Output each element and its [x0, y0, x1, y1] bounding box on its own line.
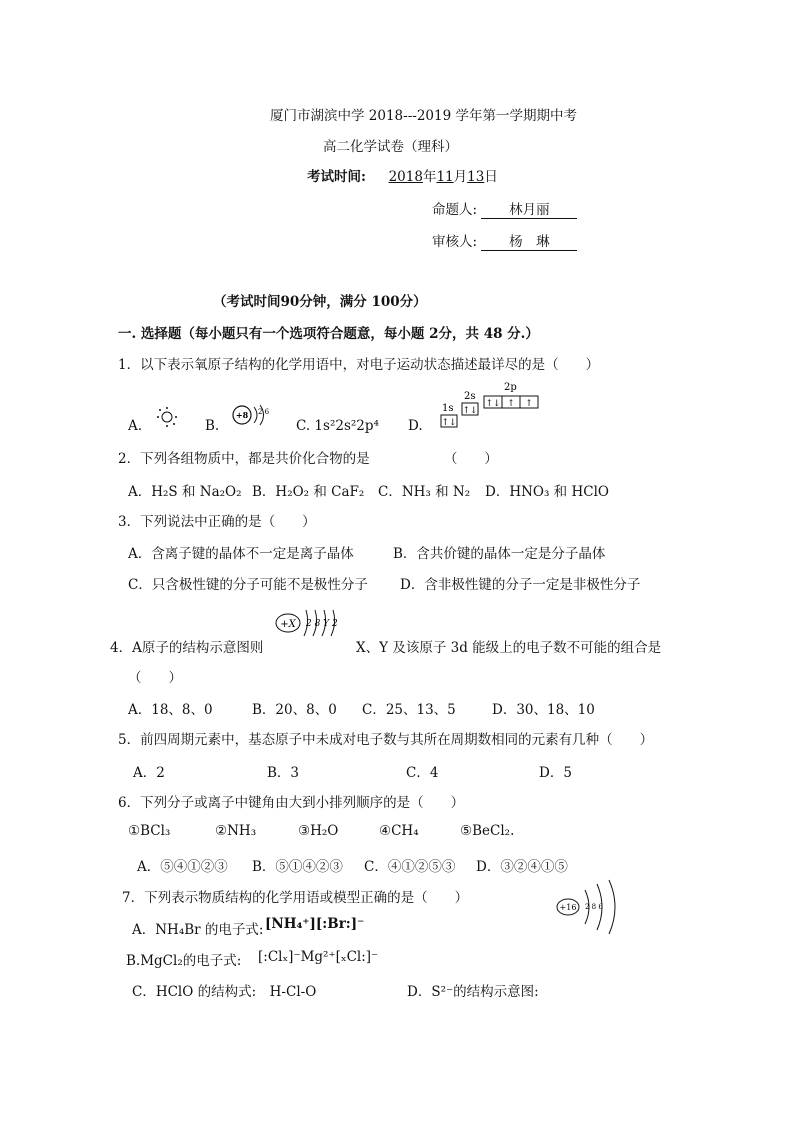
- reviewer-name: 杨 琳: [481, 230, 577, 251]
- q1-fig-a-dot-diagram: [155, 406, 179, 428]
- date-day: 13: [467, 169, 485, 185]
- school-line: 厦门市湖滨中学 2018---2019 学年第一学期期中考: [270, 108, 577, 124]
- svg-text:2 8 6: 2 8 6: [585, 903, 603, 911]
- q7-option-b-formula: [:Clₓ]⁻Mg²⁺[ₓCl:]⁻: [258, 949, 379, 965]
- q5-option-d: D．5: [539, 765, 572, 781]
- q7-stem: 7．下列表示物质结构的化学用语或模型正确的是（ ）: [122, 890, 469, 906]
- q1-fig-b-atom-diagram: [230, 402, 274, 428]
- q2-option-b: B．H₂O₂ 和 CaF₂: [252, 484, 365, 500]
- q5-option-b: B．3: [267, 765, 300, 781]
- q6-item-4: ④CH₄: [379, 823, 419, 839]
- svg-text:1s: 1s: [442, 403, 454, 414]
- q1-option-b: B.: [205, 418, 220, 434]
- q6-item-1: ①BCl₃: [128, 823, 171, 839]
- exam-info: （考试时间90分钟，满分 100分）: [213, 294, 427, 310]
- exam-date: [307, 165, 498, 185]
- svg-text:↑↓: ↑↓: [441, 418, 457, 428]
- q3-option-d: D．含非极性键的分子一定是非极性分子: [400, 577, 641, 593]
- svg-text:↑↓: ↑↓: [485, 399, 501, 409]
- q6-item-3: ③H₂O: [298, 823, 339, 839]
- q1-stem: 1．以下表示氧原子结构的化学用语中，对电子运动状态描述最详尽的是（ ）: [118, 357, 600, 373]
- q1-option-a: A.: [128, 418, 143, 434]
- date-day-suffix: 日: [484, 169, 498, 185]
- reviewer-label: 审核人:: [432, 234, 478, 250]
- q7-option-c: C．HClO 的结构式: H-Cl-O: [132, 984, 317, 1000]
- svg-text:↑: ↑: [525, 399, 533, 409]
- reviewer-line: [432, 230, 577, 251]
- q7-option-b-label: B.MgCl₂的电子式:: [126, 953, 242, 969]
- q4-stem-prefix: 4．A原子的结构示意图则: [110, 640, 264, 656]
- svg-text:↑: ↑: [507, 399, 515, 409]
- svg-text:+8: +8: [235, 410, 249, 420]
- q2-option-d: D．HNO₃ 和 HClO: [485, 484, 609, 500]
- q1-fig-d-orbital-diagram: [438, 380, 542, 430]
- svg-text:2 6: 2 6: [258, 408, 270, 416]
- q5-option-c: C．4: [406, 765, 439, 781]
- q6-stem: 6．下列分子或离子中键角由大到小排列顺序的是（ ）: [118, 795, 465, 811]
- q2-option-a: A．H₂S 和 Na₂O₂: [128, 484, 242, 500]
- q7-option-d: D．S²⁻的结构示意图:: [407, 984, 539, 1000]
- q7-option-a-label: A．NH₄Br 的电子式:: [132, 922, 264, 938]
- q4-option-a: A．18、8、0: [128, 702, 213, 718]
- q6-option-a: A．⑤④①②③: [137, 859, 228, 875]
- svg-text:+X: +X: [280, 619, 296, 630]
- section-title: 一. 选择题（每小题只有一个选项符合题意，每小题 2分，共 48 分.）: [118, 326, 539, 342]
- svg-text:↑↓: ↑↓: [462, 406, 478, 416]
- q6-item-2: ②NH₃: [215, 823, 257, 839]
- q2-option-c: C．NH₃ 和 N₂: [378, 484, 471, 500]
- author-name: 林月丽: [481, 198, 577, 219]
- q4-fig-atom-diagram: [274, 606, 350, 640]
- svg-text:2p: 2p: [504, 382, 517, 393]
- q3-option-a: A．含离子键的晶体不一定是离子晶体: [128, 546, 354, 562]
- q2-stem: 2．下列各组物质中，都是共价化合物的是 （ ）: [118, 451, 498, 467]
- paper-title: 高二化学试卷（理科）: [323, 139, 458, 155]
- q5-option-a: A．2: [133, 765, 165, 781]
- q6-option-b: B．⑤①④②③: [252, 859, 343, 875]
- q3-option-b: B．含共价键的晶体一定是分子晶体: [393, 546, 606, 562]
- q7-fig-s2-diagram: [555, 878, 627, 936]
- q4-option-b: B．20、8、0: [252, 702, 337, 718]
- q6-item-5: ⑤BeCl₂.: [460, 823, 515, 839]
- date-month-suffix: 月: [453, 169, 468, 185]
- q1-option-d: D.: [408, 418, 423, 434]
- q3-option-c: C．只含极性键的分子可能不是极性分子: [128, 577, 368, 593]
- q6-option-c: C．④①②⑤③: [364, 859, 456, 875]
- svg-text:2s: 2s: [464, 391, 476, 402]
- svg-text:2 8 Y 2: 2 8 Y 2: [306, 619, 338, 629]
- q4-option-d: D．30、18、10: [492, 702, 595, 718]
- author-label: 命题人:: [432, 202, 478, 218]
- q3-stem: 3．下列说法中正确的是（ ）: [118, 514, 316, 530]
- date-year-suffix: 年: [422, 169, 437, 185]
- date-year: 2018: [388, 169, 423, 185]
- svg-text:+16: +16: [559, 903, 577, 912]
- q6-option-d: D．③②④①⑤: [476, 859, 568, 875]
- q7-option-a-formula: [NH₄⁺][:Br:]⁻: [265, 916, 365, 932]
- author-line: [432, 198, 577, 219]
- q4-stem-paren: （ ）: [128, 670, 182, 686]
- q5-stem: 5．前四周期元素中，基态原子中未成对电子数与其所在周期数相同的元素有几种（ ）: [118, 732, 654, 748]
- q1-option-c: C. 1s²2s²2p⁴: [296, 418, 379, 434]
- time-label: 考试时间:: [307, 169, 366, 185]
- q4-stem-suffix: X、Y 及该原子 3d 能级上的电子数不可能的组合是: [356, 640, 662, 656]
- date-month: 11: [436, 169, 454, 185]
- q4-option-c: C．25、13、5: [362, 702, 456, 718]
